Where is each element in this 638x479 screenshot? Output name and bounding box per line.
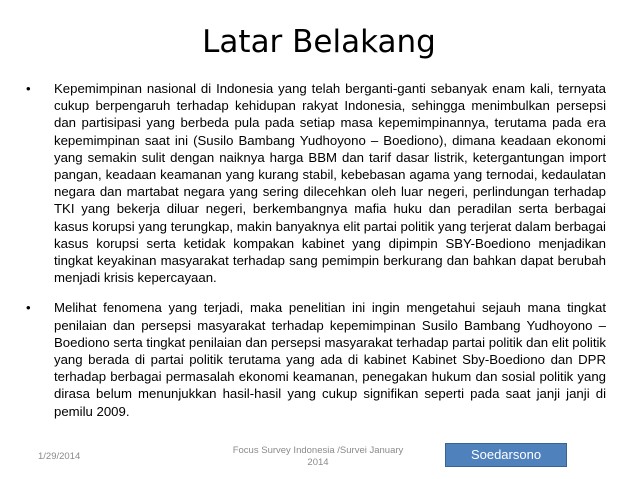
bullet-list — [26, 80, 606, 420]
slide-title: Latar Belakang — [202, 24, 436, 60]
bullet-item — [26, 299, 606, 419]
bullet-item — [26, 80, 606, 286]
footer-source: Focus Survey Indonesia /Survei January 2014 — [232, 445, 404, 468]
footer-date: 1/29/2014 — [38, 451, 81, 462]
bullet-marker: • — [26, 300, 31, 316]
author-badge: Soedarsono — [445, 443, 567, 467]
bullet-text: Kepemimpinan nasional di Indonesia yang telah berganti-ganti sebanyak enam kali, ternyata cukup berpengaruh terhadap kehidupan rakyat Indonesia, sehingga menimbulkan persepsi dan partisipasi yang berbeda pula pada setiap masa kepemimpinannya, terutama pada era kepemimpinan saat ini (Susilo Bambang Yudhoyono – Boediono), dimana keadaan ekonomi yang semakin sulit dengan naiknya harga BBM dan tarif dasar listrik, ketergantungan import pangan, keadaan keamanan yang kurang stabil, kebebasan agama yang ternodai, kedaulatan negara dan martabat negara yang sering dilecehkan oleh luar negeri, perlindungan terhadap TKI yang bekerja diluar negeri, berkembangnya mafia huku dan peradilan serta berbagai kasus korupsi yang terungkap, makin banyaknya elit partai politik yang terjerat dalam berbagai kasus korupsi serta ketidak kompakan kabinet yang dipimpin SBY-Boediono menjadikan tingkat keyakinan masyarakat terhadap sang pemimpin berkurang dan bahkan dapat berubah menjadi krisis kepercayaan. — [54, 81, 606, 286]
bullet-text: Melihat fenomena yang terjadi, maka penelitian ini ingin mengetahui sejauh mana tingkat penilaian dan persepsi masyarakat terhadap kepemimpinan Susilo Bambang Yudhoyono – Boediono serta tingkat penilaian dan persepsi masyarakat terhadap partai politik dan elit politik yang berada di partai politik terutama yang ada di kabinet Kabinet Sby-Boediono dan DPR terhadap berbagai permasalah ekonomi keamanan, penegakan hukum dan sosial politik yang dirasa belum menunjukkan hasil-hasil yang cukup signifikan seperti pada saat janji janji di pemilu 2009. — [54, 300, 607, 419]
bullet-marker: • — [26, 81, 31, 96]
